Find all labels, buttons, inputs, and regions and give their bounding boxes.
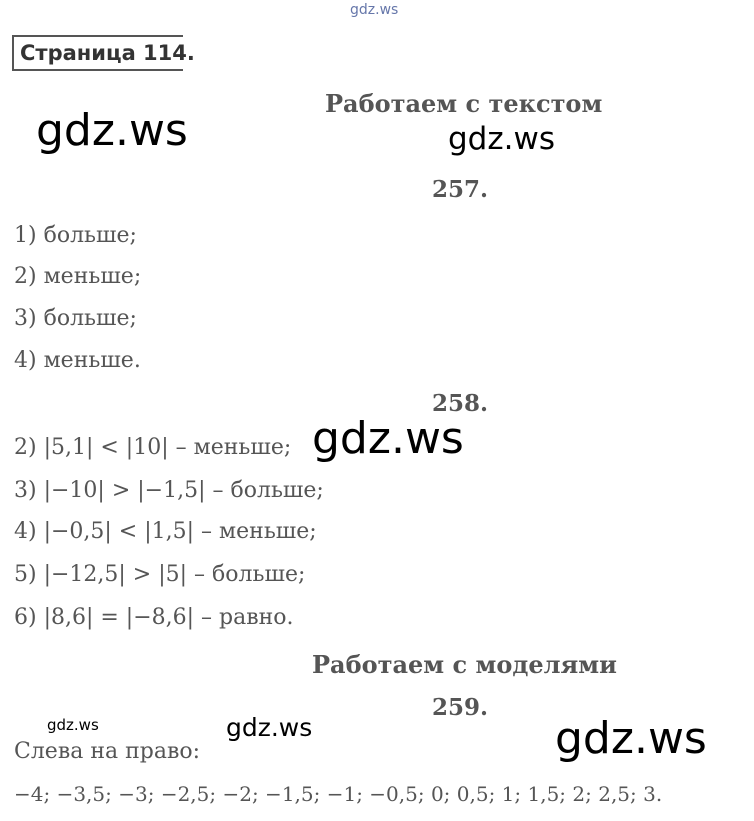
answer-257-4: 4) меньше. (14, 348, 141, 373)
watermark-5: gdz.ws (226, 713, 313, 742)
answer-258-6: 6) |8,6| = |−8,6| – равно. (14, 605, 294, 630)
exercise-number-257: 257. (432, 176, 489, 203)
answer-258-3: 3) |−10| > |−1,5| – больше; (14, 478, 324, 503)
exercise-number-258: 258. (432, 390, 489, 417)
watermark-6: gdz.ws (555, 713, 707, 764)
answer-258-4: 4) |−0,5| < |1,5| – меньше; (14, 519, 317, 544)
section-heading-models: Работаем с моделями (312, 650, 617, 679)
answer-257-2: 2) меньше; (14, 264, 142, 289)
answer-258-5: 5) |−12,5| > |5| – больше; (14, 562, 306, 587)
watermark-3: gdz.ws (312, 413, 464, 464)
watermark-4: gdz.ws (47, 716, 99, 734)
answer-259-intro: Слева на право: (14, 739, 201, 764)
answer-257-1: 1) больше; (14, 223, 137, 248)
exercise-number-259: 259. (432, 694, 489, 721)
watermark-top: gdz.ws (350, 2, 399, 18)
watermark-1: gdz.ws (36, 105, 188, 156)
answer-258-2: 2) |5,1| < |10| – меньше; (14, 435, 292, 460)
answer-259-sequence: −4; −3,5; −3; −2,5; −2; −1,5; −1; −0,5; 0; 0,5; 1; 1,5; 2; 2,5; 3. (14, 782, 663, 806)
answer-257-3: 3) больше; (14, 306, 137, 331)
watermark-2: gdz.ws (448, 121, 555, 157)
page-label: Страница 114. (12, 35, 183, 71)
section-heading-text: Работаем с текстом (325, 89, 603, 118)
